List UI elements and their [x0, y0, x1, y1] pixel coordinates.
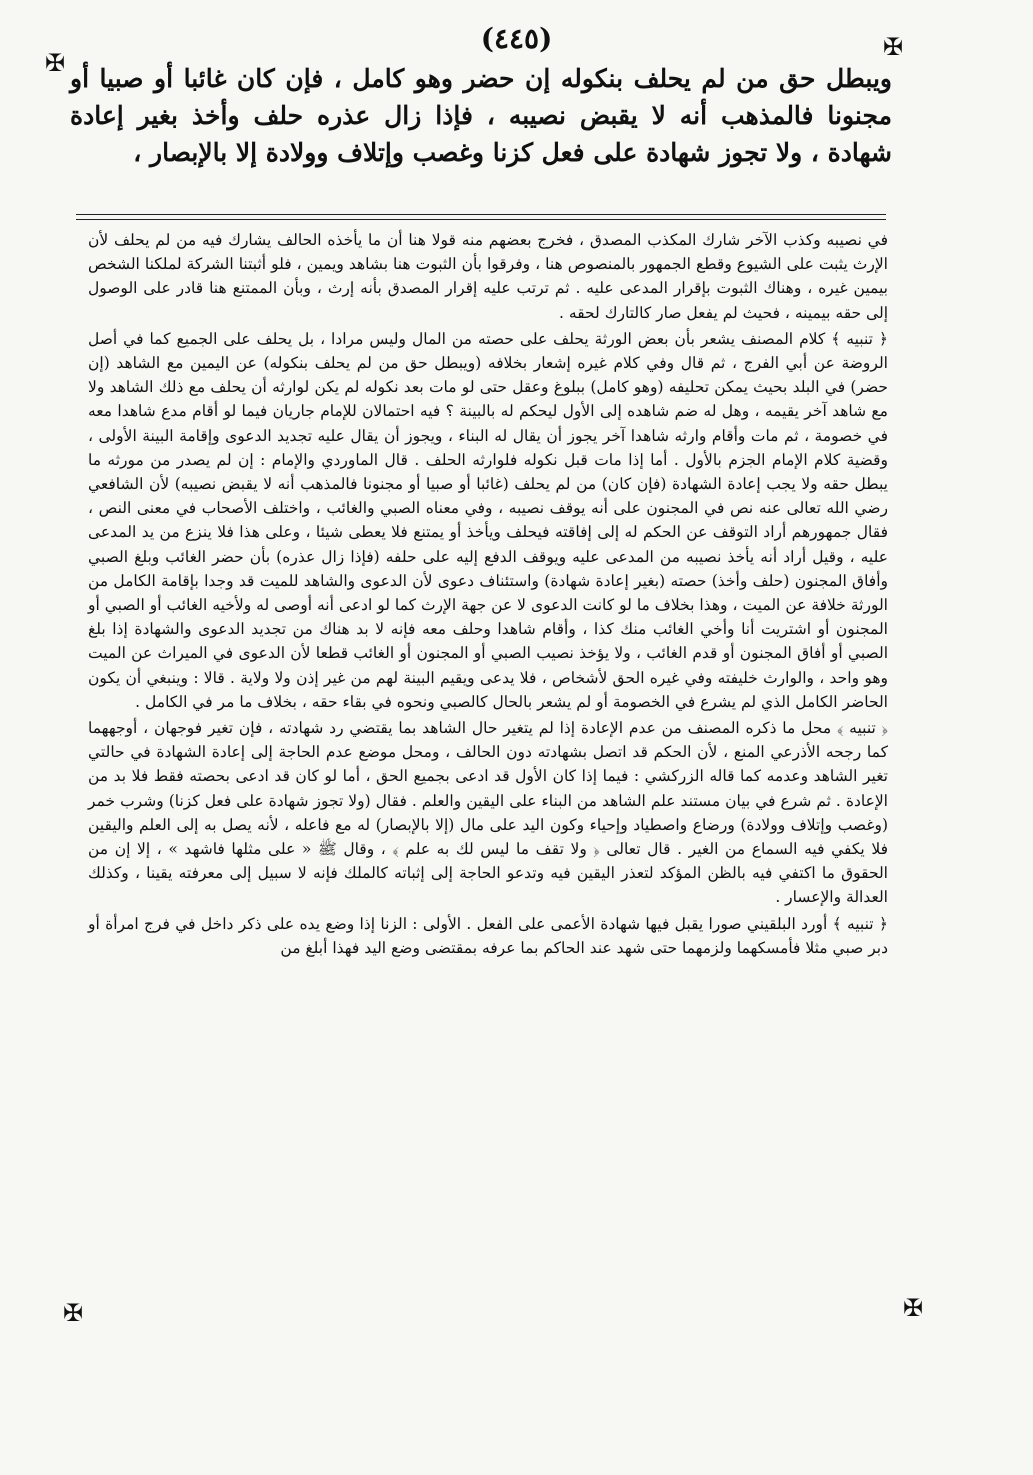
commentary-paragraph: ﴿ تنبيه ﴾ أورد البلقيني صورا يقبل فيها شهادة الأعمى على الفعل . الأولى : الزنا إذا وضع يده على ذكر داخل في فرج امرأة أو دبر صبي مثلا فأمسكهما ولزمهما حتى شهد عند الحاكم بما عرفه بمقتضى وضع اليد فهذا أبلغ من — [88, 914, 888, 957]
corner-ornament-icon: ✠ — [44, 49, 66, 77]
page-number: (٤٤٥) — [480, 22, 553, 55]
divider-line — [76, 214, 886, 215]
divider-line — [76, 219, 886, 220]
corner-ornament-icon: ✠ — [882, 33, 904, 61]
corner-ornament-icon: ✠ — [902, 1294, 924, 1322]
corner-ornament-icon: ✠ — [62, 1299, 84, 1327]
commentary-paragraph: في نصيبه وكذب الآخر شارك المكذب المصدق ، فخرج بعضهم منه قولا هنا أن ما يأخذه الحالف يشارك فيه من لم يحلف لأن الإرث يثبت على الشيوع وقطع الجمهور بالمنصوص هنا ، وفرقوا بأن الثبوت هنا بشاهد ويمين ، فلو أثبتنا الشركة لملكنا الشخص بيمين غيره ، وهناك الثبوت بإقرار المدعى عليه . ثم ترتب عليه إقرار المصدق بأنه إرث ، وبأن الممتنع هنا قادر على الوصول إلى حقه بيمينه ، فحيث لم يفعل صار كالتارك لحقه . — [88, 231, 888, 322]
main-text — [70, 60, 892, 171]
main-text-paragraph: ويبطل حق من لم يحلف بنكوله إن حضر وهو كامل ، فإن كان غائبا أو صبيا أو مجنونا فالمذهب أنه لا يقبض نصيبه ، فإذا زال عذره حلف وأخذ بغير إعادة شهادة ، ولا تجوز شهادة على فعل كزنا وغصب وإتلاف وولادة إلا بالإبصار ، — [70, 64, 892, 167]
commentary-paragraph: ﴿ تنبيه ﴾ كلام المصنف يشعر بأن بعض الورثة يحلف على حصته من المال وليس مرادا ، بل يحلف على الجميع كما في أصل الروضة عن أبي الفرج ، ثم قال وفي كلام غيره إشعار بخلافه (ويبطل حق من لم يحلف بنكوله) عن اليمين مع الشاهد (إن حضر) في البلد بحيث يمكن تحليفه (وهو كامل) ببلوغ وعقل حتى لو مات بعد نكوله لم يكن لوارثه أن يحلف مع ذلك الشاهد ولا مع شاهد آخر يقيمه ، وهل له ضم شاهده إلى الأول ليحكم له بالبينة ؟ فيه احتمالان للإمام جاريان فيما لو أقام مدع شاهدا معه في خصومة ، ثم مات وأقام وارثه شاهدا آخر يجوز أن يقال له البناء ، ويجوز أن يقال عليه تجديد الدعوى وإقامة البينة الأولى ، وقضية كلام الإمام الجزم بالأول . أما إذا مات قبل نكوله فلوارثه الحلف . قال الماوردي والإمام : إن لم يصدر من مورثه ما يبطل حقه ولا يجب إعادة الشهادة (فإن كان) من لم يحلف (غائبا أو صبيا أو مجنونا فالمذهب أنه لا يقبض نصيبه) لأن الشافعي رضي الله تعالى عنه نص في المجنون على أنه يوقف نصيبه ، وفي معناه الصبي والغائب ، واختلف الأصحاب في معنى النص ، فقال جمهورهم أراد التوقف عن الحكم له إلى إفاقته فيحلف ويأخذ أو يمتنع فلا يعطى شيئا ، وعلى هذا فلا ينزع من يد المدعى عليه ، وقيل أراد أنه يأخذ نصيبه من المدعى عليه ويوقف الدفع إليه على حلفه (فإذا زال عذره) بأن حضر الغائب وبلغ الصبي وأفاق المجنون (حلف وأخذ) حصته (بغير إعادة شهادة) واستئناف دعوى لأن الدعوى والشاهد للميت قد وجدا بإقامة الكامل من الورثة خلافة عن الميت ، وهذا بخلاف ما لو كانت الدعوى لا عن جهة الإرث كما لو ادعى أنه أوصى له ولأخيه الغائب أو الصبي أو المجنون أو اشتريت أنا وأخي الغائب منك كذا ، وأقام شاهدا وحلف معه فإنه لا بد هناك من تجديد الدعوى والشهادة إذا بلغ الصبي أو أفاق المجنون أو قدم الغائب ، ولا يؤخذ نصيب الصبي أو المجنون أو الغائب قطعا لأن الدعوى في الميراث عن الميت وهو واحد ، والوارث خليفته وفي غيره الحق لأشخاص ، فلا يدعى ويقيم البينة لهم من غير إذن ولا ولاية . قالا : وينبغي أن يكون الحاضر الكامل الذي لم يشرع في الخصومة أو لم يشعر بالحال كالصبي ونحوه في بقاء حقه ، بخلاف ما مر في الكامل . — [88, 329, 889, 711]
commentary-text — [88, 228, 888, 960]
commentary-paragraph: ﴿ تنبيه ﴾ محل ما ذكره المصنف من عدم الإعادة إذا لم يتغير حال الشاهد بما يقتضي رد شهادته ، فإن تغير فوجهان ، أوجههما كما رجحه الأذرعي المنع ، لأن الحكم قد اتصل بشهادته دون الحالف ، ومحل موضع عدم الحاجة إلى إعادة الشهادة في حالتي تغير الشاهد وعدمه كما قاله الزركشي : فيما إذا كان الأول قد ادعى بجميع الحق ، أما لو كان قد ادعى بحصته فقط فلا بد من الإعادة . ثم شرع في بيان مستند علم الشاهد من البناء على اليقين والعلم . فقال (ولا تجوز شهادة على فعل كزنا) وشرب خمر (وغصب وإتلاف وولادة) ورضاع واصطياد وإحياء وكون اليد على مال (إلا بالإبصار) له مع فاعله ، لأنه يصل به إلى العلم واليقين فلا يكفي فيه السماع من الغير . قال تعالى ﴿ ولا تقف ما ليس لك به علم ﴾ ، وقال ﷺ « على مثلها فاشهد » ، إلا إن من الحقوق ما اكتفي فيه بالظن المؤكد لتعذر اليقين فيه وتدعو الحاجة إلى إثباته كالملك فإنه لا سبيل إلى معرفته يقينا ، وكذلك العدالة والإعسار . — [88, 719, 888, 907]
